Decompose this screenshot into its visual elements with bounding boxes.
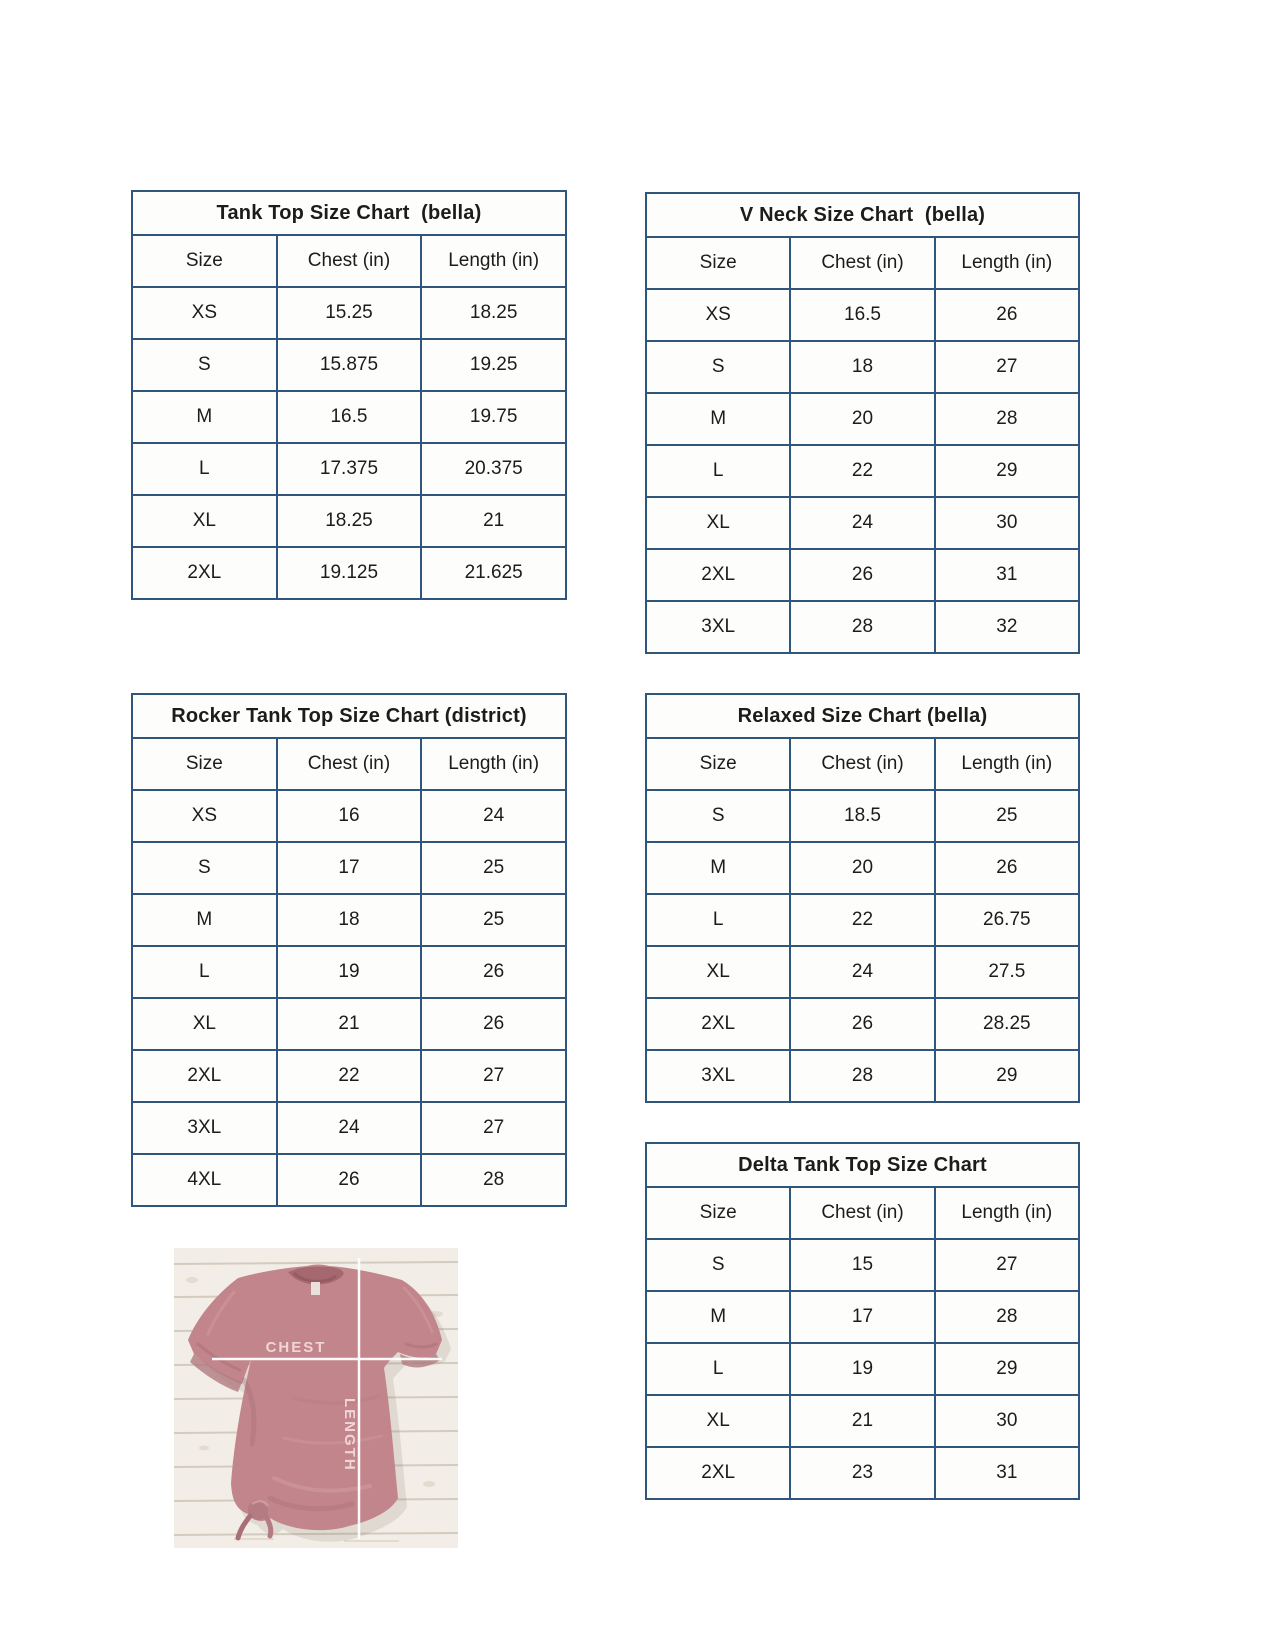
- column-header: Size: [132, 235, 277, 287]
- size-cell: M: [646, 393, 790, 445]
- table-row: [132, 790, 566, 842]
- size-cell: 3XL: [646, 601, 790, 653]
- chest-cell: 24: [277, 1102, 422, 1154]
- size-cell: XS: [132, 790, 277, 842]
- length-label: LENGTH: [341, 1398, 358, 1472]
- table-header-row: [132, 738, 566, 790]
- table-row: [646, 497, 1079, 549]
- chest-cell: 24: [790, 497, 934, 549]
- length-cell: 19.75: [421, 391, 566, 443]
- size-cell: S: [132, 339, 277, 391]
- table-row: [132, 339, 566, 391]
- relaxed-size-chart: [645, 693, 1080, 1103]
- length-cell: 31: [935, 1447, 1079, 1499]
- length-cell: 27: [935, 341, 1079, 393]
- length-cell: 27.5: [935, 946, 1079, 998]
- table-row: [646, 549, 1079, 601]
- chest-cell: 28: [790, 1050, 934, 1102]
- chest-cell: 22: [277, 1050, 422, 1102]
- column-header: Size: [646, 738, 790, 790]
- size-cell: S: [646, 1239, 790, 1291]
- size-cell: XL: [646, 946, 790, 998]
- size-cell: 2XL: [132, 547, 277, 599]
- length-cell: 25: [421, 894, 566, 946]
- column-header: Chest (in): [790, 237, 934, 289]
- length-cell: 27: [935, 1239, 1079, 1291]
- length-cell: 29: [935, 1050, 1079, 1102]
- length-cell: 29: [935, 1343, 1079, 1395]
- chest-cell: 18: [790, 341, 934, 393]
- chest-cell: 21: [790, 1395, 934, 1447]
- column-header: Length (in): [421, 235, 566, 287]
- chest-cell: 18: [277, 894, 422, 946]
- size-cell: 2XL: [132, 1050, 277, 1102]
- shirt-measurement-photo: [174, 1248, 458, 1548]
- chest-cell: 19.125: [277, 547, 422, 599]
- table-row: [132, 1050, 566, 1102]
- size-cell: XS: [646, 289, 790, 341]
- length-cell: 26: [421, 998, 566, 1050]
- size-cell: S: [646, 341, 790, 393]
- table-title: V Neck Size Chart (bella): [646, 193, 1079, 237]
- v-neck-size-chart: [645, 192, 1080, 654]
- size-cell: L: [646, 1343, 790, 1395]
- table-title: Relaxed Size Chart (bella): [646, 694, 1079, 738]
- length-cell: 28.25: [935, 998, 1079, 1050]
- table-header-row: [646, 237, 1079, 289]
- chest-cell: 15.875: [277, 339, 422, 391]
- table-title: Delta Tank Top Size Chart: [646, 1143, 1079, 1187]
- size-cell: 2XL: [646, 1447, 790, 1499]
- size-cell: L: [132, 443, 277, 495]
- length-cell: 27: [421, 1050, 566, 1102]
- chest-cell: 19: [790, 1343, 934, 1395]
- table-header-row: [132, 235, 566, 287]
- length-cell: 21: [421, 495, 566, 547]
- length-cell: 26: [421, 946, 566, 998]
- chest-cell: 22: [790, 894, 934, 946]
- table-row: [646, 1291, 1079, 1343]
- delta-tank-top-table: [645, 1142, 1080, 1500]
- length-cell: 25: [421, 842, 566, 894]
- column-header: Chest (in): [277, 235, 422, 287]
- chest-cell: 17.375: [277, 443, 422, 495]
- size-cell: XL: [132, 495, 277, 547]
- length-cell: 28: [935, 393, 1079, 445]
- chest-cell: 17: [277, 842, 422, 894]
- table-row: [646, 1343, 1079, 1395]
- size-cell: XL: [646, 1395, 790, 1447]
- length-cell: 27: [421, 1102, 566, 1154]
- table-row: [646, 894, 1079, 946]
- table-row: [646, 289, 1079, 341]
- table-row: [646, 790, 1079, 842]
- size-cell: M: [132, 391, 277, 443]
- size-cell: XS: [132, 287, 277, 339]
- table-row: [132, 495, 566, 547]
- size-cell: L: [646, 445, 790, 497]
- length-cell: 18.25: [421, 287, 566, 339]
- length-cell: 32: [935, 601, 1079, 653]
- chest-cell: 26: [790, 998, 934, 1050]
- relaxed-bella-table: [645, 693, 1080, 1103]
- size-cell: XL: [132, 998, 277, 1050]
- table-row: [132, 547, 566, 599]
- chest-cell: 22: [790, 445, 934, 497]
- size-cell: L: [132, 946, 277, 998]
- table-row: [132, 443, 566, 495]
- table-row: [132, 946, 566, 998]
- table-row: [132, 1154, 566, 1206]
- table-row: [646, 601, 1079, 653]
- chest-cell: 28: [790, 601, 934, 653]
- chest-cell: 16.5: [277, 391, 422, 443]
- table-header-row: [646, 738, 1079, 790]
- chest-cell: 16.5: [790, 289, 934, 341]
- column-header: Size: [646, 237, 790, 289]
- table-row: [646, 1447, 1079, 1499]
- size-cell: 2XL: [646, 549, 790, 601]
- table-row: [646, 842, 1079, 894]
- neck-tag: [311, 1282, 320, 1295]
- size-cell: S: [132, 842, 277, 894]
- chest-cell: 24: [790, 946, 934, 998]
- chest-cell: 18.25: [277, 495, 422, 547]
- table-row: [132, 391, 566, 443]
- table-title-row: [646, 1143, 1079, 1187]
- rocker-tank-top-size-chart: [131, 693, 567, 1207]
- table-row: [646, 1239, 1079, 1291]
- column-header: Size: [646, 1187, 790, 1239]
- size-cell: 3XL: [646, 1050, 790, 1102]
- size-cell: 2XL: [646, 998, 790, 1050]
- size-cell: 4XL: [132, 1154, 277, 1206]
- delta-tank-top-size-chart: [645, 1142, 1080, 1500]
- length-cell: 26.75: [935, 894, 1079, 946]
- chest-cell: 26: [277, 1154, 422, 1206]
- table-row: [646, 445, 1079, 497]
- table-title-row: [646, 193, 1079, 237]
- column-header: Chest (in): [790, 1187, 934, 1239]
- table-header-row: [646, 1187, 1079, 1239]
- shirt-measurement-illustration: [174, 1248, 458, 1548]
- table-title-row: [132, 191, 566, 235]
- table-row: [132, 842, 566, 894]
- table-row: [132, 1102, 566, 1154]
- chest-cell: 26: [790, 549, 934, 601]
- size-cell: M: [646, 842, 790, 894]
- table-title-row: [646, 694, 1079, 738]
- length-cell: 26: [935, 842, 1079, 894]
- rocker-tank-top-district-table: [131, 693, 567, 1207]
- chest-cell: 16: [277, 790, 422, 842]
- table-title-row: [132, 694, 566, 738]
- length-cell: 28: [935, 1291, 1079, 1343]
- chest-label: CHEST: [265, 1339, 327, 1356]
- length-cell: 21.625: [421, 547, 566, 599]
- chest-cell: 15.25: [277, 287, 422, 339]
- size-cell: M: [646, 1291, 790, 1343]
- chest-cell: 15: [790, 1239, 934, 1291]
- length-cell: 24: [421, 790, 566, 842]
- v-neck-bella-table: [645, 192, 1080, 654]
- size-cell: M: [132, 894, 277, 946]
- length-cell: 31: [935, 549, 1079, 601]
- table-title: Tank Top Size Chart (bella): [132, 191, 566, 235]
- column-header: Length (in): [935, 237, 1079, 289]
- column-header: Length (in): [935, 1187, 1079, 1239]
- chest-cell: 17: [790, 1291, 934, 1343]
- length-cell: 19.25: [421, 339, 566, 391]
- length-cell: 26: [935, 289, 1079, 341]
- length-cell: 20.375: [421, 443, 566, 495]
- column-header: Chest (in): [790, 738, 934, 790]
- length-cell: 25: [935, 790, 1079, 842]
- size-cell: L: [646, 894, 790, 946]
- tank-top-bella-table: [131, 190, 567, 600]
- table-row: [646, 1050, 1079, 1102]
- length-cell: 28: [421, 1154, 566, 1206]
- chest-cell: 19: [277, 946, 422, 998]
- table-row: [646, 946, 1079, 998]
- chest-cell: 20: [790, 393, 934, 445]
- table-row: [646, 998, 1079, 1050]
- tank-top-size-chart: [131, 190, 567, 600]
- column-header: Length (in): [421, 738, 566, 790]
- table-row: [132, 287, 566, 339]
- table-row: [646, 393, 1079, 445]
- chest-cell: 20: [790, 842, 934, 894]
- length-cell: 30: [935, 497, 1079, 549]
- column-header: Chest (in): [277, 738, 422, 790]
- size-cell: XL: [646, 497, 790, 549]
- chest-cell: 23: [790, 1447, 934, 1499]
- table-row: [646, 341, 1079, 393]
- table-row: [646, 1395, 1079, 1447]
- size-cell: S: [646, 790, 790, 842]
- table-row: [132, 894, 566, 946]
- size-cell: 3XL: [132, 1102, 277, 1154]
- chest-cell: 21: [277, 998, 422, 1050]
- length-cell: 29: [935, 445, 1079, 497]
- length-cell: 30: [935, 1395, 1079, 1447]
- column-header: Size: [132, 738, 277, 790]
- column-header: Length (in): [935, 738, 1079, 790]
- chest-cell: 18.5: [790, 790, 934, 842]
- table-row: [132, 998, 566, 1050]
- table-title: Rocker Tank Top Size Chart (district): [132, 694, 566, 738]
